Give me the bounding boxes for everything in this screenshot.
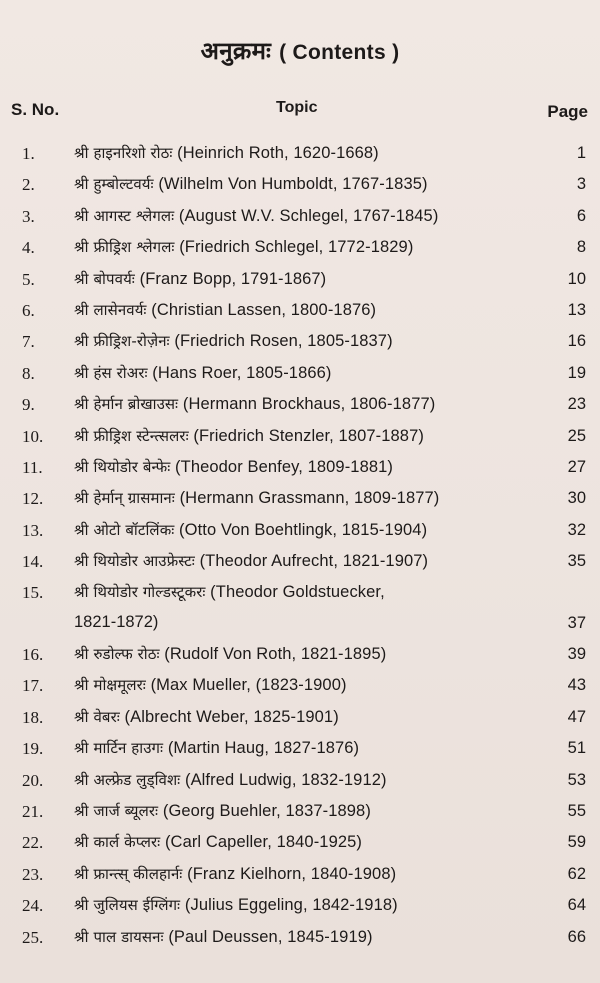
list-item [0, 389, 600, 420]
list-item [0, 515, 600, 546]
entry-topic [74, 174, 428, 194]
entry-topic-hindi: श्री पाल डायसनः [74, 927, 164, 946]
entry-topic-english: (Carl Capeller, 1840-1925) [164, 833, 362, 852]
entry-number: 23. [22, 864, 44, 884]
entry-topic-english: (Friedrich Schlegel, 1772-1829) [179, 238, 414, 257]
entry-topic [74, 707, 339, 727]
entry-number: 24. [22, 896, 44, 916]
entry-topic-hindi: श्री हेर्मान् ग्रासमानः [74, 489, 175, 508]
entry-page-number: 8 [576, 238, 586, 257]
list-item [0, 138, 600, 169]
entry-page-number: 43 [567, 676, 586, 695]
entry-topic [74, 488, 439, 508]
list-item [0, 765, 600, 796]
list-item [0, 201, 600, 232]
entry-number: 9. [22, 395, 35, 415]
entry-topic [74, 426, 424, 446]
entry-page-number: 53 [567, 770, 586, 789]
entry-topic [74, 675, 347, 695]
list-item [0, 733, 600, 764]
entry-topic-hindi: श्री मोक्षमूलरः [74, 676, 146, 695]
entry-number: 19. [22, 739, 44, 759]
entry-topic-hindi: श्री मार्टिन हाउगः [74, 739, 164, 758]
entry-number: 21. [22, 802, 44, 822]
list-item [0, 577, 600, 639]
entry-topic-english: (Theodor Aufrecht, 1821-1907) [199, 552, 429, 571]
entry-topic-hindi: श्री थियोडोर बेन्फेः [74, 457, 171, 476]
header-sno: S. No. [11, 100, 60, 119]
list-item [0, 702, 600, 733]
entry-page-number: 55 [567, 802, 586, 821]
list-item [0, 796, 600, 827]
entry-page-number: 39 [567, 645, 586, 664]
entry-number: 17. [22, 676, 44, 696]
entry-number: 18. [22, 707, 44, 727]
entry-topic [74, 801, 371, 821]
entry-topic [74, 864, 396, 884]
entry-topic-english: (Hermann Grassmann, 1809-1877) [179, 489, 440, 508]
entry-topic-hindi: श्री वेबरः [74, 707, 120, 726]
entry-page-number: 16 [567, 332, 586, 351]
entry-topic-english: (Paul Deussen, 1845-1919) [168, 927, 373, 946]
entry-topic [74, 300, 376, 320]
entry-number: 7. [22, 332, 35, 352]
entry-page-number: 51 [567, 739, 586, 758]
entry-page-number: 23 [567, 395, 586, 414]
entry-topic [74, 206, 438, 226]
entry-page-number: 6 [576, 206, 586, 225]
entry-topic-hindi: श्री थियोडोर गोल्डस्टूकरः [74, 583, 206, 602]
entry-number: 2. [22, 175, 35, 195]
entry-number: 3. [22, 206, 35, 226]
column-header [0, 98, 600, 124]
list-item [0, 922, 600, 953]
entry-page-number: 62 [567, 864, 586, 883]
list-item [0, 295, 600, 326]
entry-topic [74, 895, 398, 915]
title-hindi: अनुक्रमः [200, 37, 272, 65]
list-item [0, 264, 600, 295]
entry-topic-english: (Theodor Goldstuecker, [210, 583, 385, 602]
list-item [0, 670, 600, 701]
list-item [0, 326, 600, 357]
entry-page-number: 3 [576, 175, 586, 194]
entry-number: 22. [22, 833, 44, 853]
entry-number: 13. [22, 520, 44, 540]
entry-topic [74, 738, 359, 758]
entry-number: 6. [22, 300, 35, 320]
entry-number: 1. [22, 144, 35, 163]
entry-topic-hindi: श्री जार्ज ब्यूलरः [74, 802, 159, 821]
entry-topic-english: (Rudolf Von Roth, 1821-1895) [164, 645, 387, 664]
list-item [0, 890, 600, 921]
entry-number: 4. [22, 238, 35, 258]
entry-topic [74, 927, 373, 947]
entry-topic [74, 644, 386, 664]
entry-topic-hindi: श्री फ्रीड्रिश-रोज़ेनः [74, 332, 170, 351]
entry-page-number: 64 [567, 896, 586, 915]
entry-topic-english: (Theodor Benfey, 1809-1881) [175, 457, 393, 476]
entry-topic-hindi: श्री फ्रान्त्स् कीलहार्नः [74, 864, 183, 883]
entry-page-number: 25 [567, 426, 586, 445]
entry-topic-english: (Hermann Brockhaus, 1806-1877) [182, 395, 436, 414]
entry-topic-english: (Hans Roer, 1805-1866) [152, 363, 332, 382]
entry-topic-hindi: श्री जुलियस ईग्लिंगः [74, 896, 181, 915]
entry-topic-english: (Albrecht Weber, 1825-1901) [124, 707, 339, 726]
entry-topic-english: (Franz Bopp, 1791-1867) [139, 269, 327, 288]
entry-number: 8. [22, 363, 35, 383]
list-item [0, 232, 600, 263]
entry-topic-hindi: श्री बोपवर्यः [74, 269, 135, 288]
entry-topic-english: (Max Mueller, (1823-1900) [150, 676, 347, 695]
entry-topic-english: (Friedrich Stenzler, 1807-1887) [193, 426, 424, 445]
page-title [0, 34, 600, 67]
list-item [0, 859, 600, 890]
entry-topic-english: (Wilhelm Von Humboldt, 1767-1835) [158, 175, 428, 194]
list-item [0, 421, 600, 452]
entry-page-number: 13 [567, 300, 586, 319]
entry-topic [74, 394, 435, 414]
entry-number: 10. [22, 426, 44, 446]
entry-topic [74, 237, 413, 257]
header-page: Page [547, 102, 588, 121]
entry-topic [74, 582, 385, 602]
entry-topic-hindi: श्री आगस्ट श्लेगलः [74, 206, 175, 225]
entry-topic [74, 143, 379, 163]
entry-page-number: 35 [567, 552, 586, 571]
list-item [0, 827, 600, 858]
list-item [0, 639, 600, 670]
entry-topic-english: (Christian Lassen, 1800-1876) [151, 300, 377, 319]
entry-topic-english: (Heinrich Roth, 1620-1668) [177, 144, 379, 162]
entry-page-number: 1 [576, 144, 586, 162]
entry-page-number: 66 [567, 927, 586, 946]
entry-topic [74, 457, 393, 477]
list-item [0, 452, 600, 483]
entry-topic-english: (Julius Eggeling, 1842-1918) [184, 896, 398, 915]
entry-topic-continuation: 1821-1872) [74, 613, 159, 632]
entry-topic-english: (Otto Von Boehtlingk, 1815-1904) [179, 520, 428, 539]
entry-topic-english: (Franz Kielhorn, 1840-1908) [187, 864, 397, 883]
entry-topic-english: (August W.V. Schlegel, 1767-1845) [178, 206, 439, 225]
entry-topic-hindi: श्री ओटो बॉटलिंकः [74, 520, 175, 539]
entry-number: 5. [22, 269, 35, 289]
entry-topic-hindi: श्री लासेनवर्यः [74, 300, 147, 319]
entry-page-number: 30 [567, 489, 586, 508]
entry-topic-hindi: श्री रुडोल्फ रोठः [74, 645, 160, 664]
entry-topic-hindi: श्री कार्ल केप्लरः [74, 833, 161, 852]
entry-topic [74, 551, 428, 571]
entry-topic [74, 770, 387, 790]
entry-number: 15. [22, 583, 44, 603]
entry-topic-hindi: श्री थियोडोर आउफ्रेस्टः [74, 552, 195, 571]
entry-topic-hindi: श्री हेर्मान ब्रोखाउसः [74, 395, 179, 414]
entry-topic-hindi: श्री फ्रीड्रिश श्लेगलः [74, 238, 175, 257]
entry-topic-english: (Georg Buehler, 1837-1898) [162, 802, 371, 821]
entry-topic-hindi: श्री फ्रीड्रिश स्टेन्त्सलरः [74, 426, 189, 445]
entry-topic [74, 331, 393, 351]
entry-topic-english: (Alfred Ludwig, 1832-1912) [184, 770, 387, 789]
entry-topic-hindi: श्री अल्फ्रेड लुड्विशः [74, 770, 181, 789]
contents-list [0, 138, 600, 953]
entry-topic-hindi: श्री हाइनरिशो रोठः [74, 144, 173, 162]
entry-page-number: 32 [567, 520, 586, 539]
entry-number: 25. [22, 927, 44, 947]
header-topic: Topic [276, 99, 318, 116]
entry-number: 20. [22, 770, 44, 790]
entry-number: 14. [22, 552, 44, 572]
list-item [0, 546, 600, 577]
entry-topic [74, 520, 427, 540]
entry-page-number: 59 [567, 833, 586, 852]
entry-number: 11. [22, 457, 43, 477]
entry-topic-hindi: श्री हंस रोअरः [74, 363, 148, 382]
entry-page-number: 27 [567, 457, 586, 476]
entry-topic-english: (Martin Haug, 1827-1876) [167, 739, 360, 758]
entry-page-number: 47 [567, 707, 586, 726]
entry-topic [74, 832, 362, 852]
entry-topic-english: (Friedrich Rosen, 1805-1837) [174, 332, 393, 351]
entry-number: 16. [22, 645, 44, 665]
list-item [0, 169, 600, 200]
entry-page-number: 19 [567, 363, 586, 382]
list-item [0, 358, 600, 389]
title-english: ( Contents ) [279, 41, 400, 64]
entry-page-number: 37 [567, 614, 586, 633]
entry-number: 12. [22, 489, 44, 509]
list-item [0, 483, 600, 514]
entry-topic [74, 269, 326, 289]
entry-page-number: 10 [567, 269, 586, 288]
entry-topic-hindi: श्री हुम्बोल्टवर्यः [74, 175, 154, 194]
entry-topic [74, 363, 332, 383]
